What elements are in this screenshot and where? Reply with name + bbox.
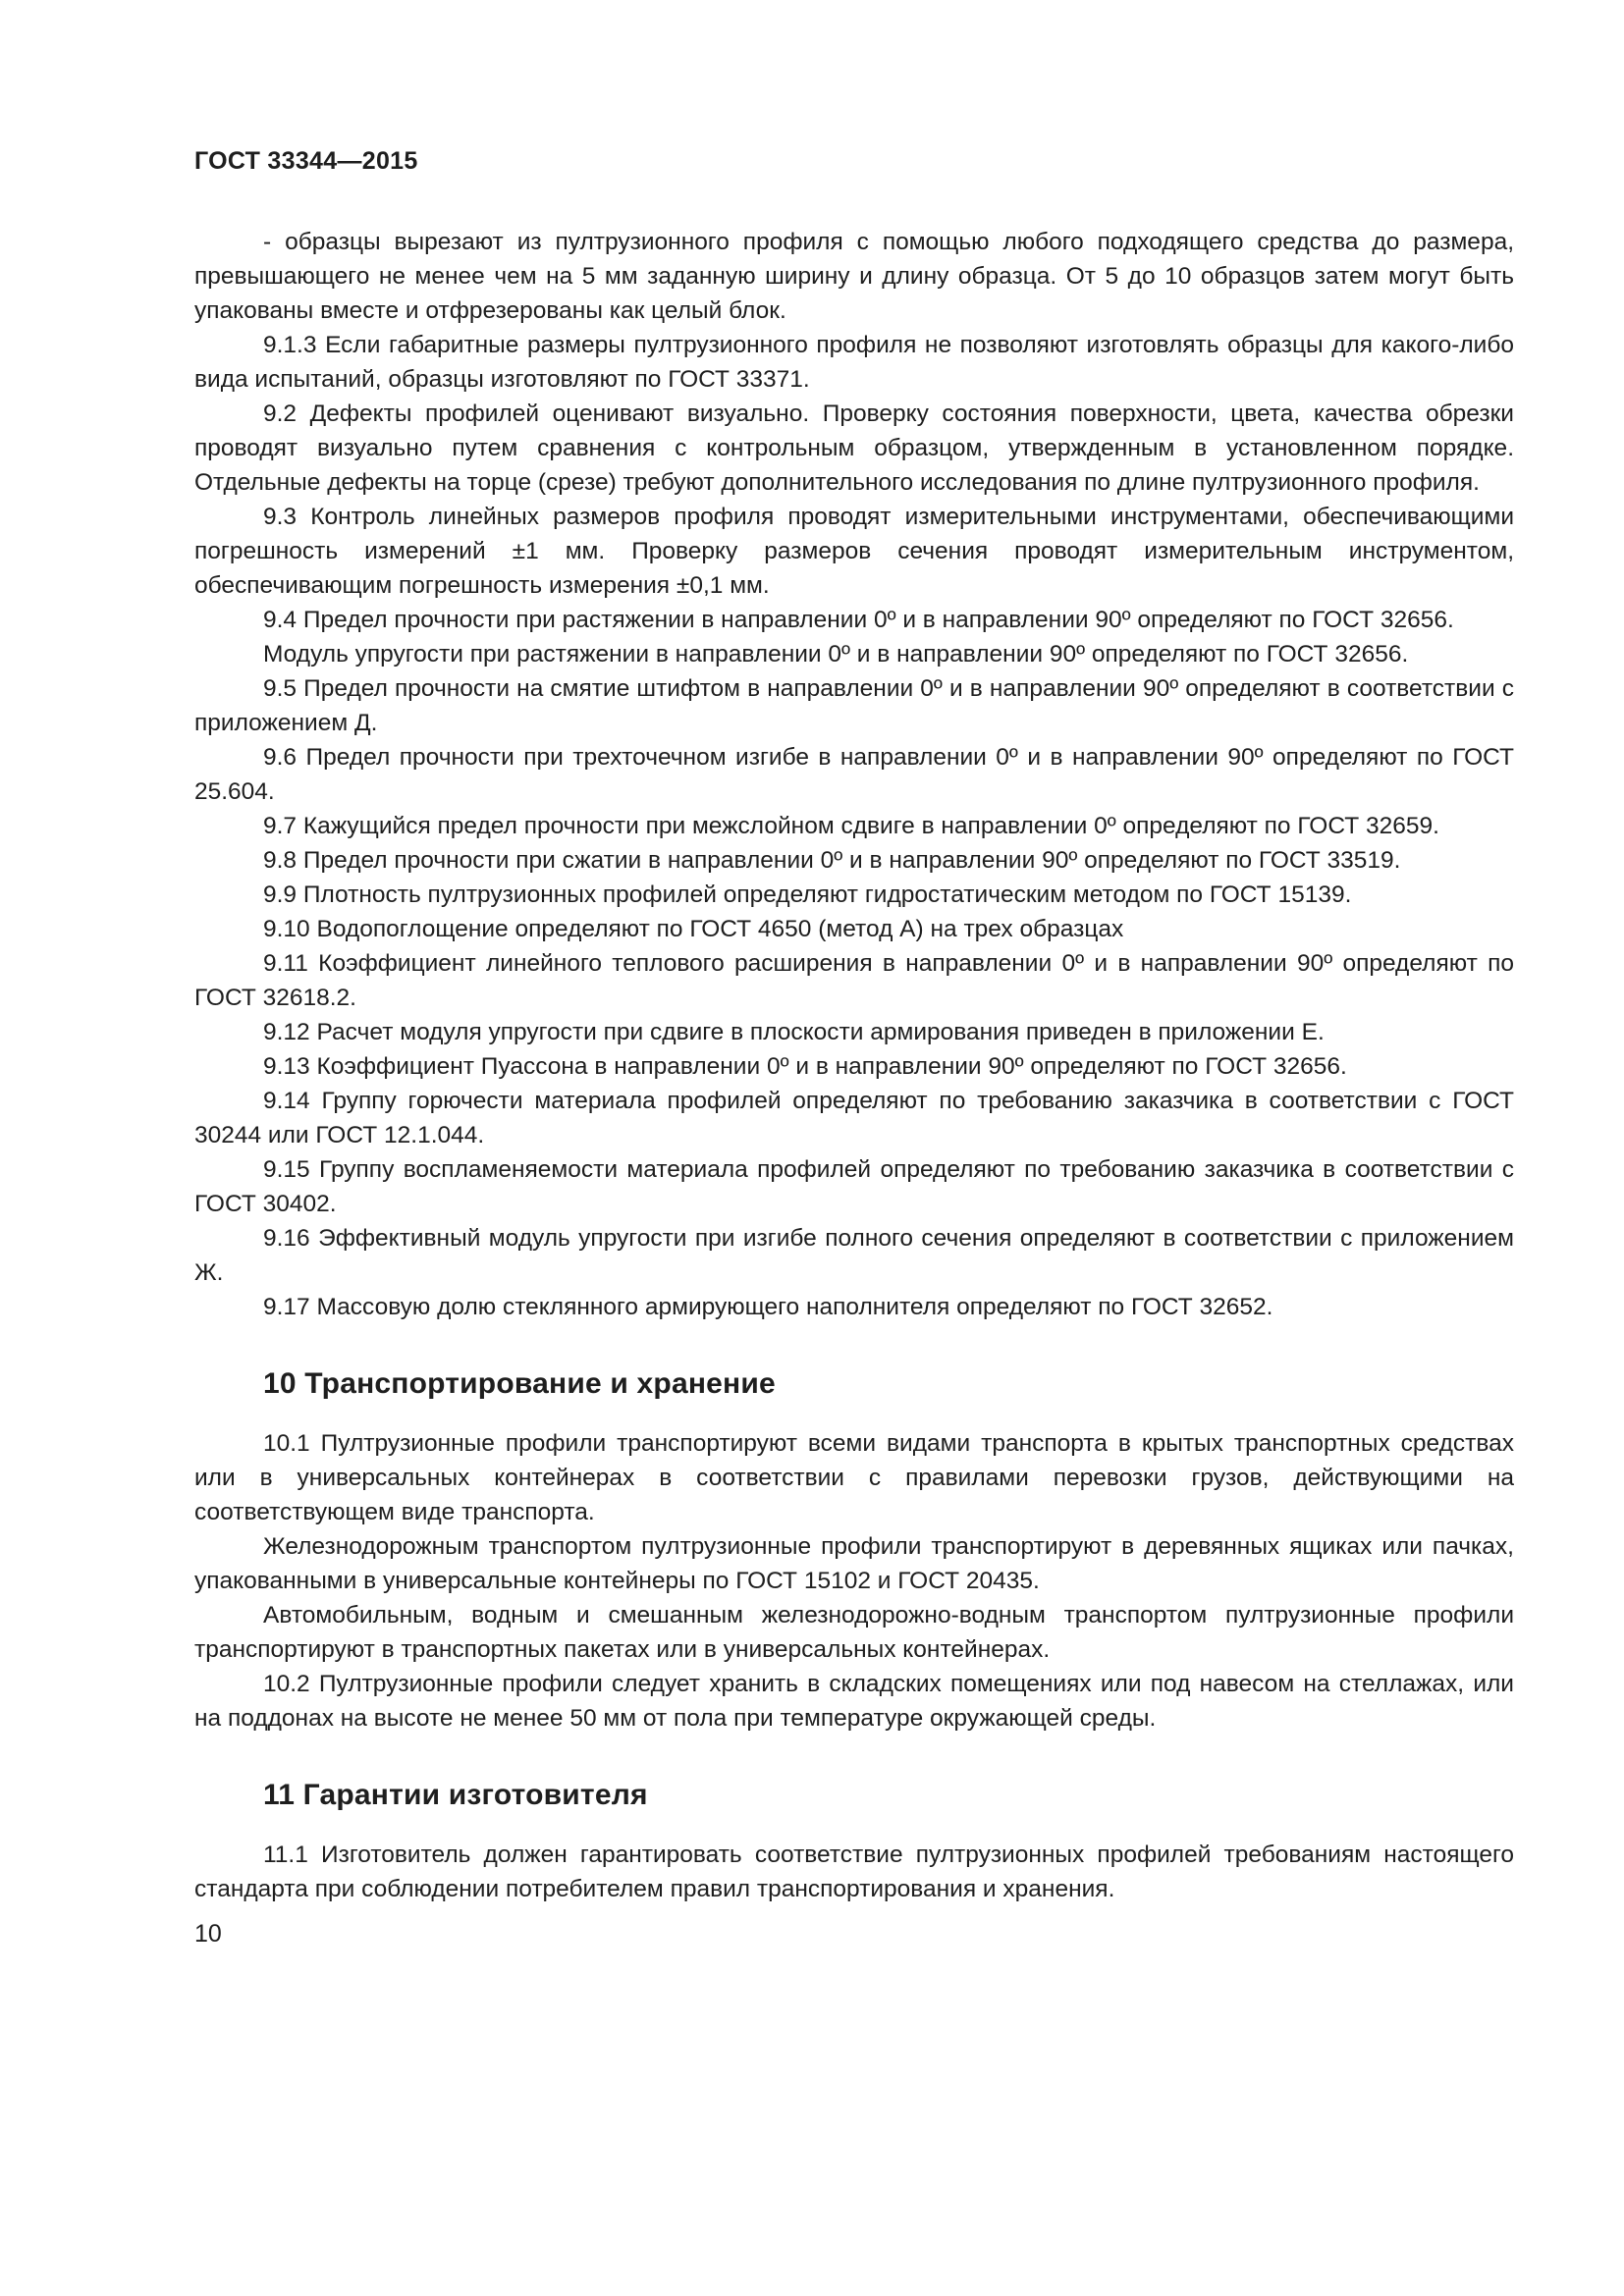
paragraph: Модуль упругости при растяжении в направлении 0º и в направлении 90º определяют по ГОСТ 32656. (263, 641, 1409, 667)
page-number: 10 (194, 1920, 222, 1948)
paragraph: 9.12 Расчет модуля упругости при сдвиге в плоскости армирования приведен в приложении Е. (263, 1019, 1325, 1045)
paragraph: 9.4 Предел прочности при растяжении в направлении 0º и в направлении 90º определяют по ГОСТ 32656. (263, 607, 1454, 633)
paragraph: 9.10 Водопоглощение определяют по ГОСТ 4650 (метод А) на трех образцах (263, 916, 1124, 942)
section-11-title: 11 Гарантии изготовителя (263, 1779, 648, 1811)
paragraph: 9.2 Дефекты профилей оценивают визуально. Проверку состояния поверхности, цвета, качества обрезки проводят визуально путем сравнения с контрольным образцом, утвержденным в установленном порядке. Отдельные дефекты на торце (срезе) требуют дополнительного исследования по длине пултрузионного профиля. (194, 400, 1514, 496)
paragraph: - образцы вырезают из пултрузионного профиля с помощью любого подходящего средства до размера, превышающего не менее чем на 5 мм заданную ширину и длину образца. От 5 до 10 образцов затем могут быть упакованы вместе и отфрезерованы как целый блок. (194, 229, 1514, 324)
paragraph: 9.14 Группу горючести материала профилей определяют по требованию заказчика в соответствии с ГОСТ 30244 или ГОСТ 12.1.044. (194, 1088, 1514, 1148)
paragraph: 9.6 Предел прочности при трехточечном изгибе в направлении 0º и в направлении 90º определяют по ГОСТ 25.604. (194, 744, 1514, 805)
paragraph: 9.17 Массовую долю стеклянного армирующего наполнителя определяют по ГОСТ 32652. (263, 1294, 1273, 1320)
paragraph: 9.9 Плотность пултрузионных профилей определяют гидростатическим методом по ГОСТ 15139. (263, 881, 1352, 908)
paragraph: 9.7 Кажущийся предел прочности при межслойном сдвиге в направлении 0º определяют по ГОСТ 32659. (263, 813, 1439, 839)
paragraph: 9.3 Контроль линейных размеров профиля проводят измерительными инструментами, обеспечивающими погрешность измерений ±1 мм. Проверку размеров сечения проводят измерительным инструментом, обеспечивающим погрешность измерения ±0,1 мм. (194, 504, 1514, 599)
document-page (194, 147, 1514, 1949)
paragraph: 9.15 Группу воспламеняемости материала профилей определяют по требованию заказчика в соответствии с ГОСТ 30402. (194, 1156, 1514, 1217)
section-10-body (194, 1426, 1514, 1735)
section-10-title: 10 Транспортирование и хранение (263, 1367, 776, 1400)
section-9-body (194, 225, 1514, 1324)
section-11-body (194, 1838, 1514, 1906)
paragraph: Автомобильным, водным и смешанным железнодорожно-водным транспортом пултрузионные профили транспортируют в транспортных пакетах или в универсальных контейнерах. (194, 1602, 1514, 1663)
paragraph: 9.13 Коэффициент Пуассона в направлении 0º и в направлении 90º определяют по ГОСТ 32656. (263, 1053, 1347, 1080)
paragraph: 10.1 Пултрузионные профили транспортируют всеми видами транспорта в крытых транспортных средствах или в универсальных контейнерах в соответствии с правилами перевозки грузов, действующими на соответствующем виде транспорта. (194, 1430, 1514, 1525)
paragraph: 9.8 Предел прочности при сжатии в направлении 0º и в направлении 90º определяют по ГОСТ 33519. (263, 847, 1401, 874)
paragraph: 9.1.3 Если габаритные размеры пултрузионного профиля не позволяют изготовлять образцы для какого-либо вида испытаний, образцы изготовляют по ГОСТ 33371. (194, 332, 1514, 393)
paragraph: 11.1 Изготовитель должен гарантировать соответствие пултрузионных профилей требованиям настоящего стандарта при соблюдении потребителем правил транспортирования и хранения. (194, 1842, 1514, 1902)
paragraph: Железнодорожным транспортом пултрузионные профили транспортируют в деревянных ящиках или пачках, упакованными в универсальные контейнеры по ГОСТ 15102 и ГОСТ 20435. (194, 1533, 1514, 1594)
paragraph: 9.5 Предел прочности на смятие штифтом в направлении 0º и в направлении 90º определяют в соответствии с приложением Д. (194, 675, 1514, 736)
document-code-header: ГОСТ 33344—2015 (194, 147, 418, 175)
paragraph: 10.2 Пултрузионные профили следует хранить в складских помещениях или под навесом на стеллажах, или на поддонах на высоте не менее 50 мм от пола при температуре окружающей среды. (194, 1671, 1514, 1732)
paragraph: 9.16 Эффективный модуль упругости при изгибе полного сечения определяют в соответствии с приложением Ж. (194, 1225, 1514, 1286)
paragraph: 9.11 Коэффициент линейного теплового расширения в направлении 0º и в направлении 90º определяют по ГОСТ 32618.2. (194, 950, 1514, 1011)
